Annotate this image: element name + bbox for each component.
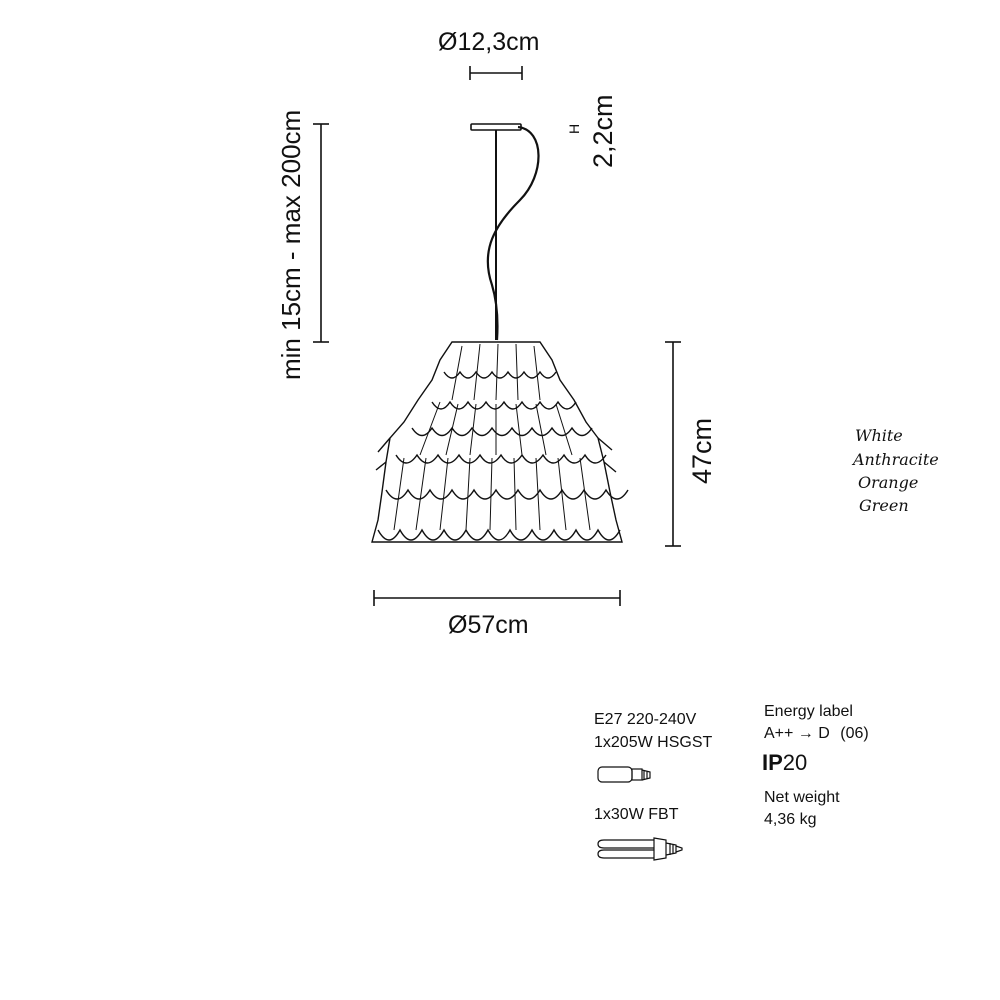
energy-label-classes: A++ → D (764, 725, 830, 742)
canopy-diameter-dimension (470, 66, 522, 80)
net-weight-title: Net weight (764, 789, 840, 806)
color-orange: Orange (858, 473, 919, 492)
net-weight-value: 4,36 kg (764, 811, 817, 828)
ip-prefix: IP (762, 750, 783, 775)
hsgst-bulb-icon (598, 767, 650, 782)
energy-label-range (764, 723, 869, 745)
ip-value: 20 (782, 750, 808, 775)
lamp-spec-fbt: 1x30W FBT (594, 806, 679, 823)
canopy-height-label: 2,2cm (588, 94, 618, 168)
canopy-diameter-label: Ø12,3cm (438, 28, 540, 56)
ip-rating (762, 750, 807, 776)
fbt-bulb-icon (598, 838, 682, 860)
shade-diameter-label: Ø57cm (448, 611, 529, 639)
shade-diameter-dimension (374, 590, 620, 606)
canopy-height-prefix: H (566, 123, 582, 134)
shade-height-dimension (665, 342, 681, 546)
color-anthracite: Anthracite (853, 450, 939, 469)
suspension-label: min 15cm - max 200cm (276, 109, 306, 380)
lamp-shade (372, 342, 628, 542)
suspension-dimension (313, 124, 329, 342)
socket-spec: E27 220-240V (594, 711, 697, 728)
energy-label-code: (06) (840, 725, 869, 742)
energy-label-title: Energy label (764, 703, 853, 720)
lamp-spec-hsgst: 1x205W HSGST (594, 734, 713, 751)
ceiling-canopy (471, 124, 521, 130)
shade-height-label: 47cm (687, 417, 717, 484)
color-green: Green (859, 496, 909, 515)
color-white: White (855, 426, 903, 445)
